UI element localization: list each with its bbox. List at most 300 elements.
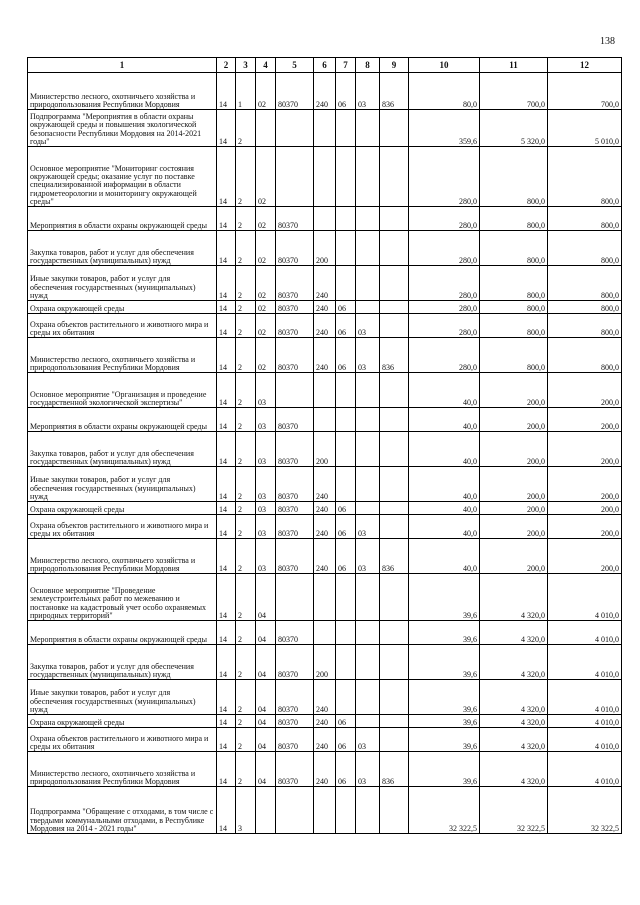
table-cell: 240 [314, 467, 336, 502]
column-header-3: 3 [236, 58, 256, 73]
table-cell [276, 147, 314, 207]
table-row [28, 680, 622, 715]
table-row [28, 467, 622, 502]
table-cell: 2 [236, 408, 256, 432]
table-cell: 800,0 [548, 231, 622, 266]
row-name-cell: Министерство лесного, охотничьего хозяйства и природопользования Республики Мордовия [28, 752, 217, 787]
table-cell [336, 787, 356, 834]
budget-table [27, 57, 622, 834]
table-cell [256, 787, 276, 834]
table-cell: 14 [217, 266, 236, 301]
table-cell: 3 [236, 787, 256, 834]
row-name-cell: Иные закупки товаров, работ и услуг для обеспечения государственных (муниципальных) нужд [28, 266, 217, 301]
table-cell [314, 621, 336, 645]
table-cell: 80370 [276, 502, 314, 515]
column-header-8: 8 [356, 58, 380, 73]
table-cell: 240 [314, 266, 336, 301]
table-cell: 14 [217, 207, 236, 231]
table-cell: 14 [217, 110, 236, 147]
table-cell [336, 621, 356, 645]
table-row [28, 110, 622, 147]
table-cell: 80370 [276, 301, 314, 314]
table-cell [336, 574, 356, 621]
table-cell [380, 680, 409, 715]
table-cell: 200,0 [548, 432, 622, 467]
table-cell: 80370 [276, 680, 314, 715]
table-cell: 03 [256, 373, 276, 408]
table-cell: 200 [314, 432, 336, 467]
column-header-11: 11 [480, 58, 548, 73]
table-cell: 14 [217, 728, 236, 752]
table-cell: 06 [336, 715, 356, 728]
table-cell [336, 207, 356, 231]
table-cell: 800,0 [480, 301, 548, 314]
table-cell: 836 [380, 73, 409, 110]
table-cell: 32 322,5 [409, 787, 480, 834]
table-cell: 40,0 [409, 502, 480, 515]
table-cell: 2 [236, 574, 256, 621]
table-cell: 4 320,0 [480, 752, 548, 787]
row-name-cell: Подпрограмма "Обращение с отходами, в том числе с твердыми коммунальными отходами, в Республике Мордовия на 2014 - 2021 годы" [28, 787, 217, 834]
table-cell: 4 010,0 [548, 574, 622, 621]
table-cell: 03 [256, 539, 276, 574]
table-cell: 80370 [276, 645, 314, 680]
row-name-cell: Охрана объектов растительного и животного мира и среды их обитания [28, 515, 217, 539]
row-name-cell: Мероприятия в области охраны окружающей среды [28, 408, 217, 432]
table-cell: 14 [217, 515, 236, 539]
table-row [28, 301, 622, 314]
table-cell [380, 787, 409, 834]
table-cell: 800,0 [548, 147, 622, 207]
row-name-cell: Основное мероприятие "Проведение землеустроительных работ по межеванию и постановке на кадастровый учет особо охраняемых природных территорий" [28, 574, 217, 621]
table-cell [336, 680, 356, 715]
table-cell: 2 [236, 301, 256, 314]
table-row [28, 539, 622, 574]
table-cell: 2 [236, 147, 256, 207]
table-cell: 280,0 [409, 266, 480, 301]
table-cell: 4 010,0 [548, 728, 622, 752]
table-row [28, 207, 622, 231]
row-name-cell: Иные закупки товаров, работ и услуг для обеспечения государственных (муниципальных) нужд [28, 467, 217, 502]
row-name-cell: Охрана окружающей среды [28, 502, 217, 515]
table-cell [380, 147, 409, 207]
table-cell: 04 [256, 645, 276, 680]
table-cell: 2 [236, 314, 256, 338]
table-cell [380, 110, 409, 147]
table-cell [380, 301, 409, 314]
table-cell: 03 [256, 502, 276, 515]
table-cell: 04 [256, 715, 276, 728]
table-cell: 200 [314, 231, 336, 266]
table-cell: 240 [314, 728, 336, 752]
table-cell: 240 [314, 680, 336, 715]
table-cell [380, 715, 409, 728]
table-cell: 200,0 [548, 539, 622, 574]
table-cell: 02 [256, 301, 276, 314]
table-cell: 359,6 [409, 110, 480, 147]
table-cell: 80370 [276, 73, 314, 110]
table-cell: 700,0 [548, 73, 622, 110]
table-cell: 80370 [276, 231, 314, 266]
table-cell: 2 [236, 715, 256, 728]
table-cell: 240 [314, 502, 336, 515]
table-row [28, 787, 622, 834]
table-cell [380, 467, 409, 502]
table-cell: 06 [336, 728, 356, 752]
table-cell: 200,0 [480, 408, 548, 432]
table-cell [380, 621, 409, 645]
column-header-10: 10 [409, 58, 480, 73]
table-cell: 240 [314, 338, 336, 373]
table-cell: 240 [314, 752, 336, 787]
table-cell: 03 [356, 728, 380, 752]
table-cell: 40,0 [409, 408, 480, 432]
table-cell: 03 [356, 73, 380, 110]
table-cell [356, 373, 380, 408]
table-cell: 200,0 [548, 373, 622, 408]
table-cell [356, 110, 380, 147]
table-cell: 836 [380, 752, 409, 787]
table-cell: 240 [314, 515, 336, 539]
column-header-12: 12 [548, 58, 622, 73]
table-cell [356, 147, 380, 207]
table-cell: 2 [236, 207, 256, 231]
table-cell [276, 787, 314, 834]
table-cell: 80370 [276, 467, 314, 502]
row-name-cell: Закупка товаров, работ и услуг для обеспечения государственных (муниципальных) нужд [28, 231, 217, 266]
table-cell: 200,0 [480, 515, 548, 539]
table-cell: 200,0 [480, 539, 548, 574]
table-cell: 80370 [276, 539, 314, 574]
table-cell: 4 320,0 [480, 645, 548, 680]
table-row [28, 502, 622, 515]
table-cell: 03 [356, 515, 380, 539]
row-name-cell: Основное мероприятие "Организация и проведение государственной экологической экспертизы" [28, 373, 217, 408]
table-cell [380, 728, 409, 752]
table-cell: 80370 [276, 338, 314, 373]
table-cell [380, 266, 409, 301]
table-cell [356, 231, 380, 266]
table-cell: 4 320,0 [480, 715, 548, 728]
table-cell [356, 645, 380, 680]
table-cell: 04 [256, 621, 276, 645]
table-cell [380, 574, 409, 621]
column-header-5: 5 [276, 58, 314, 73]
table-cell [380, 231, 409, 266]
table-cell: 240 [314, 715, 336, 728]
table-cell: 4 320,0 [480, 574, 548, 621]
row-name-cell: Охрана окружающей среды [28, 715, 217, 728]
table-row [28, 73, 622, 110]
table-cell: 80370 [276, 408, 314, 432]
table-cell [380, 432, 409, 467]
table-cell: 39,6 [409, 728, 480, 752]
table-cell [336, 467, 356, 502]
table-cell: 280,0 [409, 301, 480, 314]
table-cell: 03 [356, 338, 380, 373]
table-cell: 280,0 [409, 338, 480, 373]
table-row [28, 373, 622, 408]
table-cell: 02 [256, 231, 276, 266]
table-cell: 200,0 [548, 408, 622, 432]
table-cell: 2 [236, 539, 256, 574]
table-cell [336, 147, 356, 207]
table-cell [314, 147, 336, 207]
table-cell [276, 574, 314, 621]
table-cell: 14 [217, 147, 236, 207]
table-cell: 280,0 [409, 314, 480, 338]
table-cell: 02 [256, 207, 276, 231]
table-cell: 04 [256, 728, 276, 752]
table-row [28, 231, 622, 266]
table-cell: 02 [256, 147, 276, 207]
table-cell: 14 [217, 787, 236, 834]
table-cell: 06 [336, 539, 356, 574]
table-cell: 800,0 [480, 338, 548, 373]
table-cell [356, 266, 380, 301]
table-cell: 06 [336, 314, 356, 338]
table-cell: 2 [236, 621, 256, 645]
table-cell [356, 408, 380, 432]
table-cell [314, 574, 336, 621]
table-cell [380, 207, 409, 231]
table-cell [356, 207, 380, 231]
table-row [28, 266, 622, 301]
table-cell [356, 301, 380, 314]
table-cell: 39,6 [409, 574, 480, 621]
table-cell [380, 408, 409, 432]
table-cell: 02 [256, 266, 276, 301]
table-cell [314, 207, 336, 231]
table-cell: 836 [380, 539, 409, 574]
table-cell: 800,0 [548, 301, 622, 314]
table-cell [356, 787, 380, 834]
table-cell [380, 515, 409, 539]
row-name-cell: Подпрограмма "Мероприятия в области охраны окружающей среды и повышения экологической безопасности Республики Мордовия на 2014-2021 годы" [28, 110, 217, 147]
row-name-cell: Охрана объектов растительного и животного мира и среды их обитания [28, 728, 217, 752]
table-cell [356, 502, 380, 515]
table-cell: 80370 [276, 621, 314, 645]
table-cell: 240 [314, 301, 336, 314]
table-cell: 280,0 [409, 231, 480, 266]
table-cell: 2 [236, 231, 256, 266]
table-cell: 4 320,0 [480, 728, 548, 752]
table-cell: 240 [314, 73, 336, 110]
table-cell: 2 [236, 467, 256, 502]
table-cell [314, 110, 336, 147]
table-cell: 06 [336, 752, 356, 787]
table-cell: 39,6 [409, 715, 480, 728]
table-cell: 2 [236, 502, 256, 515]
table-cell: 40,0 [409, 467, 480, 502]
table-cell: 80370 [276, 752, 314, 787]
table-cell: 800,0 [480, 266, 548, 301]
table-row [28, 574, 622, 621]
table-cell: 06 [336, 515, 356, 539]
table-cell: 14 [217, 338, 236, 373]
table-cell [256, 110, 276, 147]
table-cell: 5 010,0 [548, 110, 622, 147]
page-number: 138 [600, 36, 615, 47]
table-cell: 40,0 [409, 432, 480, 467]
row-name-cell: Министерство лесного, охотничьего хозяйства и природопользования Республики Мордовия [28, 539, 217, 574]
table-cell: 03 [356, 314, 380, 338]
column-header-1: 1 [28, 58, 217, 73]
row-name-cell: Мероприятия в области охраны окружающей среды [28, 207, 217, 231]
row-name-cell: Мероприятия в области охраны окружающей среды [28, 621, 217, 645]
table-row [28, 338, 622, 373]
table-cell [336, 266, 356, 301]
table-cell: 14 [217, 752, 236, 787]
table-cell [336, 408, 356, 432]
table-cell: 2 [236, 645, 256, 680]
table-cell: 240 [314, 314, 336, 338]
table-cell: 06 [336, 338, 356, 373]
table-cell: 2 [236, 432, 256, 467]
table-row [28, 432, 622, 467]
table-cell: 14 [217, 539, 236, 574]
table-row [28, 621, 622, 645]
row-name-cell: Министерство лесного, охотничьего хозяйства и природопользования Республики Мордовия [28, 73, 217, 110]
row-name-cell: Охрана окружающей среды [28, 301, 217, 314]
table-cell: 03 [256, 467, 276, 502]
table-cell: 2 [236, 515, 256, 539]
table-cell [276, 110, 314, 147]
row-name-cell: Закупка товаров, работ и услуг для обеспечения государственных (муниципальных) нужд [28, 432, 217, 467]
table-cell [380, 314, 409, 338]
table-cell: 14 [217, 432, 236, 467]
table-row [28, 314, 622, 338]
table-cell: 32 322,5 [548, 787, 622, 834]
table-cell: 40,0 [409, 515, 480, 539]
table-cell: 39,6 [409, 752, 480, 787]
table-cell: 14 [217, 301, 236, 314]
table-cell: 40,0 [409, 539, 480, 574]
table-cell: 14 [217, 715, 236, 728]
table-cell: 800,0 [548, 207, 622, 231]
table-cell: 800,0 [548, 266, 622, 301]
table-cell: 06 [336, 502, 356, 515]
table-cell: 4 010,0 [548, 680, 622, 715]
row-name-cell: Охрана объектов растительного и животного мира и среды их обитания [28, 314, 217, 338]
table-cell [356, 621, 380, 645]
table-cell: 14 [217, 574, 236, 621]
table-cell: 700,0 [480, 73, 548, 110]
table-cell: 4 010,0 [548, 621, 622, 645]
table-cell [380, 373, 409, 408]
table-cell: 80370 [276, 266, 314, 301]
table-row [28, 408, 622, 432]
table-cell: 02 [256, 338, 276, 373]
table-cell: 200,0 [480, 373, 548, 408]
column-header-7: 7 [336, 58, 356, 73]
table-cell: 04 [256, 752, 276, 787]
table-cell: 2 [236, 728, 256, 752]
table-cell: 39,6 [409, 621, 480, 645]
table-cell: 2 [236, 338, 256, 373]
table-cell: 200,0 [480, 432, 548, 467]
table-cell: 240 [314, 539, 336, 574]
table-cell: 200,0 [480, 502, 548, 515]
table-cell: 03 [256, 515, 276, 539]
table-cell: 200,0 [548, 515, 622, 539]
table-cell: 200 [314, 645, 336, 680]
table-cell: 40,0 [409, 373, 480, 408]
table-cell [336, 231, 356, 266]
table-cell: 14 [217, 73, 236, 110]
table-cell: 1 [236, 73, 256, 110]
table-cell: 800,0 [480, 207, 548, 231]
table-cell [356, 432, 380, 467]
table-row [28, 728, 622, 752]
table-cell: 03 [256, 408, 276, 432]
table-cell [336, 432, 356, 467]
table-cell: 2 [236, 752, 256, 787]
table-cell: 280,0 [409, 207, 480, 231]
table-cell [314, 787, 336, 834]
table-cell: 04 [256, 680, 276, 715]
table-cell: 14 [217, 680, 236, 715]
table-row [28, 515, 622, 539]
table-row [28, 752, 622, 787]
table-cell: 80370 [276, 715, 314, 728]
table-cell: 14 [217, 314, 236, 338]
table-cell [314, 373, 336, 408]
table-cell: 14 [217, 231, 236, 266]
table-cell: 836 [380, 338, 409, 373]
table-cell [336, 373, 356, 408]
row-name-cell: Иные закупки товаров, работ и услуг для обеспечения государственных (муниципальных) нужд [28, 680, 217, 715]
table-cell: 200,0 [480, 467, 548, 502]
table-cell [356, 574, 380, 621]
table-cell: 06 [336, 301, 356, 314]
table-cell: 800,0 [480, 147, 548, 207]
table-cell: 80370 [276, 314, 314, 338]
column-header-6: 6 [314, 58, 336, 73]
table-cell: 14 [217, 373, 236, 408]
table-cell: 5 320,0 [480, 110, 548, 147]
table-cell [336, 645, 356, 680]
column-header-2: 2 [217, 58, 236, 73]
table-cell [336, 110, 356, 147]
table-cell [356, 715, 380, 728]
table-cell: 04 [256, 574, 276, 621]
table-cell [356, 680, 380, 715]
table-cell: 02 [256, 73, 276, 110]
row-name-cell: Министерство лесного, охотничьего хозяйства и природопользования Республики Мордовия [28, 338, 217, 373]
table-cell: 80370 [276, 207, 314, 231]
table-cell: 800,0 [548, 314, 622, 338]
table-cell [380, 645, 409, 680]
table-cell: 800,0 [548, 338, 622, 373]
table-cell: 200,0 [548, 467, 622, 502]
table-cell: 14 [217, 621, 236, 645]
table-cell: 4 010,0 [548, 752, 622, 787]
table-cell: 800,0 [480, 314, 548, 338]
table-cell: 80,0 [409, 73, 480, 110]
table-cell: 80370 [276, 432, 314, 467]
table-cell: 2 [236, 110, 256, 147]
table-cell: 14 [217, 467, 236, 502]
table-cell: 2 [236, 680, 256, 715]
table-header-row [28, 58, 622, 73]
row-name-cell: Закупка товаров, работ и услуг для обеспечения государственных (муниципальных) нужд [28, 645, 217, 680]
table-cell [380, 502, 409, 515]
table-row [28, 645, 622, 680]
table-cell: 4 010,0 [548, 645, 622, 680]
table-cell: 32 322,5 [480, 787, 548, 834]
table-cell: 80370 [276, 515, 314, 539]
